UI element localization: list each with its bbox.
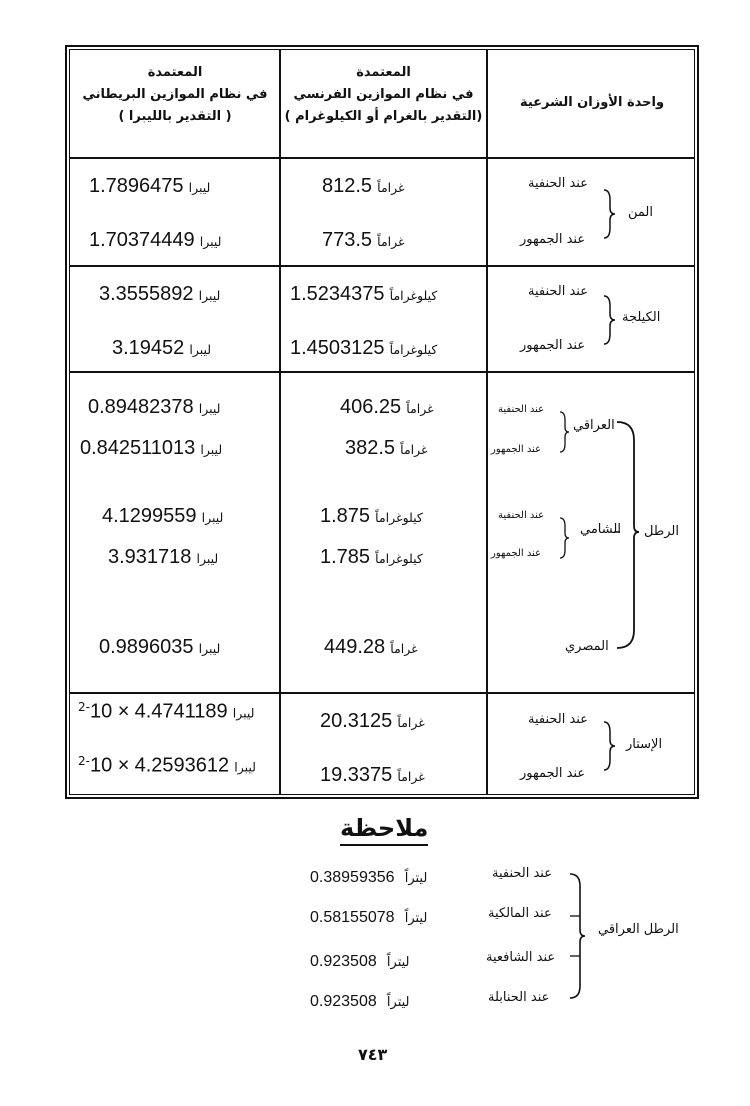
kilogram-unit: كيلوغراماً xyxy=(389,342,438,357)
kaylaja-brace xyxy=(602,296,616,344)
row-divider-1 xyxy=(69,265,695,267)
gram-unit: غراماً xyxy=(397,715,425,730)
litre-unit: ليتراً xyxy=(404,911,428,926)
note-hanbali-label: عند الحنابلة xyxy=(488,990,550,1005)
gram-unit: غراماً xyxy=(406,401,434,416)
istar-hanafiya-french xyxy=(320,710,425,733)
iraqi-jumhur-french-value: 382.5 xyxy=(345,437,396,459)
mann-jumhur-british-value: 1.70374449 xyxy=(89,229,195,251)
shami-label: الشامي xyxy=(580,522,621,537)
header-british-line-1: المعتمدة xyxy=(147,65,203,80)
mann-jumhur-label: عند الجمهور xyxy=(520,232,586,247)
istar-jumhur-british xyxy=(78,754,256,777)
shami-hanafiya-british-value: 4.1299559 xyxy=(102,505,197,527)
mann-jumhur-french xyxy=(322,229,405,252)
shami-brace xyxy=(558,518,570,558)
masri-british xyxy=(99,636,220,659)
shami-hanafiya-french xyxy=(320,505,423,528)
libra-unit: ليبرا xyxy=(198,288,221,303)
note-shafii-value: 0.923508 xyxy=(310,953,377,970)
libra-unit: ليبرا xyxy=(196,551,219,566)
istar-hanafiya-british-value: 4.4741189 xyxy=(134,700,228,723)
ratl-brace xyxy=(614,418,640,650)
exponent: -2 xyxy=(78,700,90,714)
shami-jumhur-french-value: 1.785 xyxy=(320,546,371,568)
gram-unit: غراماً xyxy=(390,641,418,656)
note-maliki-value: 0.58155078 xyxy=(310,909,395,926)
libra-unit: ليبرا xyxy=(198,641,221,656)
note-brace xyxy=(568,872,586,1002)
mann-label: المن xyxy=(628,205,653,220)
note-row-1 xyxy=(310,867,427,887)
kaylaja-jumhur-british xyxy=(112,337,211,360)
iraqi-hanafiya-label: عند الحنفية xyxy=(498,404,545,415)
shami-jumhur-british xyxy=(108,546,218,569)
times-ten: × 10 xyxy=(89,700,130,723)
iraqi-hanafiya-british-value: 0.89482378 xyxy=(88,396,194,418)
header-british-line-2: في نظام الموازين البريطاني xyxy=(82,87,268,102)
gram-unit: غراماً xyxy=(397,769,425,784)
libra-unit: ليبرا xyxy=(201,510,224,525)
shami-hanafiya-british xyxy=(102,505,223,528)
istar-jumhur-french-value: 19.3375 xyxy=(320,764,393,786)
iraqi-jumhur-french xyxy=(345,437,428,460)
header-french xyxy=(281,62,486,128)
kaylaja-jumhur-french-value: 1.4503125 xyxy=(290,337,385,359)
kilogram-unit: كيلوغراماً xyxy=(375,551,423,566)
istar-hanafiya-french-value: 20.3125 xyxy=(320,710,393,732)
istar-jumhur-label: عند الجمهور xyxy=(520,766,586,781)
note-shafii-label: عند الشافعية xyxy=(486,950,556,965)
kaylaja-jumhur-french xyxy=(290,337,437,360)
row-divider-header xyxy=(69,157,695,159)
note-hanafiya-value: 0.38959356 xyxy=(310,869,395,886)
kaylaja-hanafiya-french-value: 1.5234375 xyxy=(290,283,385,305)
istar-jumhur-french xyxy=(320,764,425,787)
header-french-line-1: المعتمدة xyxy=(356,65,411,80)
iraqi-hanafiya-french xyxy=(340,396,434,419)
header-unit: واحدة الأوزان الشرعية xyxy=(519,95,665,110)
mann-brace xyxy=(602,190,616,238)
note-hanbali-value: 0.923508 xyxy=(310,993,377,1010)
mann-hanafiya-british xyxy=(89,175,210,198)
times-ten: × 10 xyxy=(89,754,130,777)
note-group-label: الرطل العراقي xyxy=(598,922,679,937)
ratl-label: الرطل xyxy=(644,524,679,539)
libra-unit: ليبرا xyxy=(199,234,222,249)
page-number: ٧٤٣ xyxy=(358,1045,388,1064)
litre-unit: ليتراً xyxy=(386,995,410,1010)
row-divider-3 xyxy=(69,692,695,694)
iraqi-jumhur-british xyxy=(80,437,222,460)
kilogram-unit: كيلوغراماً xyxy=(389,288,438,303)
header-french-line-2: في نظام الموازين الفرنسي xyxy=(293,87,474,102)
kaylaja-label: الكيلجة xyxy=(622,310,661,325)
mann-hanafiya-french-value: 812.5 xyxy=(322,175,373,197)
iraqi-label: العراقي xyxy=(573,418,615,433)
gram-unit: غراماً xyxy=(377,180,405,195)
iraqi-brace xyxy=(558,412,570,452)
iraqi-hanafiya-french-value: 406.25 xyxy=(340,396,402,418)
exponent: -2 xyxy=(78,754,90,768)
istar-hanafiya-british xyxy=(78,700,254,723)
gram-unit: غراماً xyxy=(377,234,405,249)
note-row-3 xyxy=(310,951,410,971)
kaylaja-hanafiya-french xyxy=(290,283,437,306)
shami-jumhur-french xyxy=(320,546,423,569)
mann-jumhur-british xyxy=(89,229,222,252)
mann-hanafiya-british-value: 1.7896475 xyxy=(89,175,184,197)
row-divider-2 xyxy=(69,371,695,373)
istar-brace xyxy=(602,722,616,770)
kaylaja-jumhur-label: عند الجمهور xyxy=(520,338,586,353)
istar-label: الإستار xyxy=(626,737,663,752)
mann-hanafiya-french xyxy=(322,175,405,198)
kaylaja-hanafiya-label: عند الحنفية xyxy=(528,284,588,299)
note-row-4 xyxy=(310,991,410,1011)
masri-label: المصري xyxy=(565,639,609,654)
masri-british-value: 0.9896035 xyxy=(99,636,194,658)
libra-unit: ليبرا xyxy=(188,180,211,195)
iraqi-jumhur-label: عند الجمهور xyxy=(491,444,542,455)
note-maliki-label: عند المالكية xyxy=(488,906,552,921)
header-british-line-3: ( التقدير بالليبرا ) xyxy=(118,109,232,124)
mann-jumhur-french-value: 773.5 xyxy=(322,229,373,251)
kilogram-unit: كيلوغراماً xyxy=(375,510,423,525)
kaylaja-hanafiya-british xyxy=(99,283,220,306)
istar-jumhur-british-value: 4.2593612 xyxy=(134,754,230,777)
shami-hanafiya-label: عند الحنفية xyxy=(498,510,545,521)
header-french-line-3: (التقدير بالغرام أو الكيلوغرام ) xyxy=(284,109,483,124)
gram-unit: غراماً xyxy=(400,442,428,457)
masri-french-value: 449.28 xyxy=(324,636,386,658)
mann-hanafiya-label: عند الحنفية xyxy=(528,176,588,191)
libra-unit: ليبرا xyxy=(232,705,255,721)
iraqi-hanafiya-british xyxy=(88,396,221,419)
litre-unit: ليتراً xyxy=(386,955,410,970)
column-divider-1 xyxy=(279,49,281,795)
libra-unit: ليبرا xyxy=(198,401,221,416)
header-british xyxy=(71,62,279,128)
kaylaja-hanafiya-british-value: 3.3555892 xyxy=(99,283,194,305)
note-title: ملاحظة xyxy=(340,812,428,846)
litre-unit: ليتراً xyxy=(404,871,428,886)
masri-french xyxy=(324,636,418,659)
libra-unit: ليبرا xyxy=(189,342,212,357)
kaylaja-jumhur-british-value: 3.19452 xyxy=(112,337,185,359)
shami-jumhur-label: عند الجمهور xyxy=(491,548,542,559)
shami-hanafiya-french-value: 1.875 xyxy=(320,505,371,527)
column-divider-2 xyxy=(486,49,488,795)
note-hanafiya-label: عند الحنفية xyxy=(492,866,552,881)
note-row-2 xyxy=(310,907,427,927)
istar-hanafiya-label: عند الحنفية xyxy=(528,712,588,727)
libra-unit: ليبرا xyxy=(234,759,256,775)
libra-unit: ليبرا xyxy=(200,442,223,457)
iraqi-jumhur-british-value: 0.842511013 xyxy=(80,437,196,459)
shami-jumhur-british-value: 3.931718 xyxy=(108,546,192,568)
